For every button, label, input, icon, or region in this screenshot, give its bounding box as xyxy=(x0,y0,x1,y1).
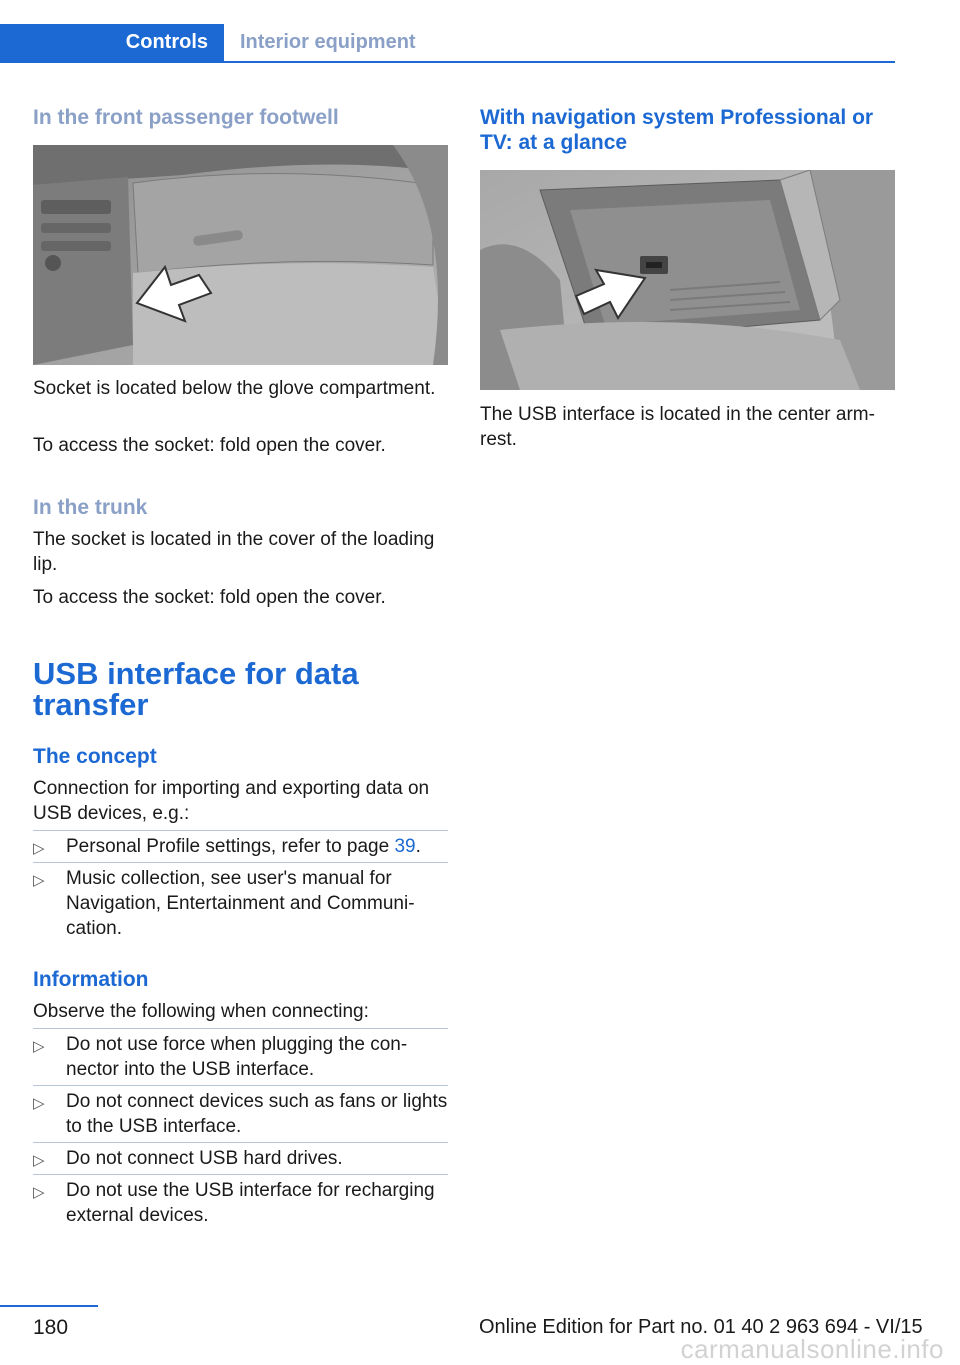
armrest-paragraph: The USB interface is located in the center armrest. xyxy=(480,404,875,450)
bullet-triangle-icon: ▷ xyxy=(33,1038,45,1055)
bullet-triangle-icon: ▷ xyxy=(33,1184,45,1201)
heading-in-the-trunk: In the trunk xyxy=(33,496,148,519)
list-item xyxy=(33,862,448,944)
list-item-text: Personal Profile settings, refer to page xyxy=(66,836,395,857)
footwell-illustration xyxy=(33,145,448,365)
bullet-triangle-icon: ▷ xyxy=(33,1152,45,1169)
list-item xyxy=(33,1028,448,1085)
list-item xyxy=(33,830,448,862)
heading-front-passenger-footwell: In the front passenger footwell xyxy=(33,106,339,129)
list-item xyxy=(33,1085,448,1142)
heading-information: Information xyxy=(33,968,149,991)
list-item xyxy=(33,1142,448,1174)
list-item-text: Music collection, see user's manual for Navigation, Entertainment and Communication. xyxy=(66,868,415,939)
footer-accent-line xyxy=(0,1305,98,1307)
heading-navigation-professional: With navigation system Professional or TV: at a glance xyxy=(480,106,874,154)
list-item-text: Do not connect devices such as fans or lights to the USB interface. xyxy=(66,1091,448,1137)
online-edition-text: Online Edition for Part no. 01 40 2 963 694 - VI/15 xyxy=(479,1316,923,1338)
footwell-photo-graphic xyxy=(33,145,448,365)
armrest-illustration xyxy=(480,170,895,390)
bullet-triangle-icon: ▷ xyxy=(33,1095,45,1112)
footwell-paragraph-1: Socket is located below the glove compartment. xyxy=(33,378,436,399)
list-item-text: Do not use the USB interface for recharging external devices. xyxy=(66,1180,435,1226)
bullet-triangle-icon: ▷ xyxy=(33,840,45,857)
concept-list xyxy=(33,830,448,944)
armrest-photo-graphic xyxy=(480,170,895,390)
watermark-text: carmanualsonline.info xyxy=(680,1334,944,1364)
bullet-triangle-icon: ▷ xyxy=(33,872,45,889)
header-tab-bar xyxy=(0,24,895,63)
trunk-paragraph-1: The socket is located in the cover of the loading lip. xyxy=(33,529,435,575)
list-item-text-end: . xyxy=(415,836,421,857)
information-paragraph: Observe the following when connecting: xyxy=(33,1001,369,1022)
list-item-text: Do not use force when plugging the connector into the USB interface. xyxy=(66,1034,408,1080)
page-number: 180 xyxy=(33,1316,69,1339)
concept-paragraph: Connection for importing and exporting data on USB devices, e.g.: xyxy=(33,778,430,824)
trunk-paragraph-2: To access the socket: fold open the cover. xyxy=(33,587,386,608)
heading-usb-interface: USB interface for data transfer xyxy=(33,656,359,722)
information-list xyxy=(33,1028,448,1231)
tab-interior-equipment[interactable]: Interior equipment xyxy=(240,31,416,53)
page-39-link[interactable]: 39 xyxy=(394,836,416,857)
list-item-text: Do not connect USB hard drives. xyxy=(66,1148,343,1169)
heading-the-concept: The concept xyxy=(33,745,157,768)
list-item xyxy=(33,1174,448,1231)
tab-controls[interactable]: Controls xyxy=(0,24,224,61)
footwell-paragraph-2: To access the socket: fold open the cover. xyxy=(33,435,386,456)
